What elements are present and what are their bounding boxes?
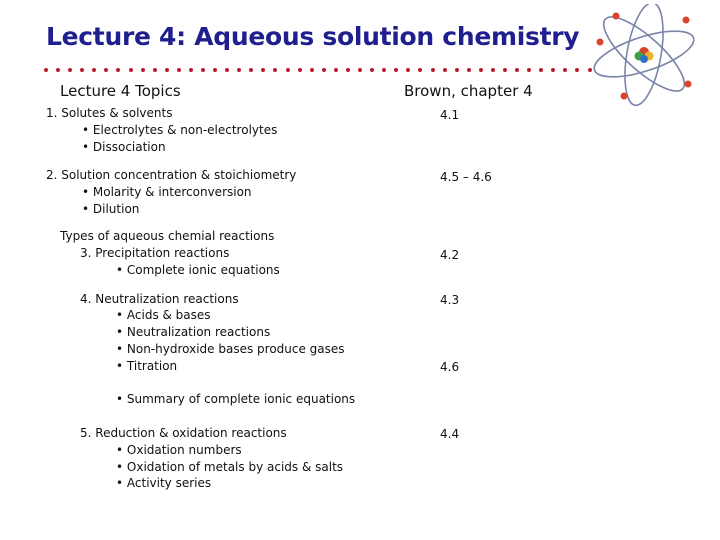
section-ref: 4.3: [440, 293, 460, 307]
divider-dot: [334, 68, 338, 72]
topic-line: • Dilution: [82, 202, 140, 216]
divider-dot: [515, 68, 519, 72]
section-ref: 4.1: [440, 108, 460, 122]
divider-dot: [80, 68, 84, 72]
section-ref: 4.5 – 4.6: [440, 170, 492, 184]
topic-line: • Summary of complete ionic equations: [116, 392, 356, 406]
topic-line: • Electrolytes & non-electrolytes: [82, 123, 278, 137]
divider-dot: [298, 68, 302, 72]
divider-dot: [491, 68, 495, 72]
topic-line: • Activity series: [116, 476, 212, 490]
divider-dot: [527, 68, 531, 72]
topic-line: • Oxidation of metals by acids & salts: [116, 460, 344, 474]
topic-line: • Molarity & interconversion: [82, 185, 252, 199]
topic-line: Types of aqueous chemial reactions: [60, 229, 275, 243]
divider-dot: [539, 68, 543, 72]
divider-dot: [273, 68, 277, 72]
divider-dot: [177, 68, 181, 72]
divider-dot: [104, 68, 108, 72]
divider-dot: [406, 68, 410, 72]
divider-dot: [141, 68, 145, 72]
divider-dot: [68, 68, 72, 72]
topic-line: 1. Solutes & solvents: [46, 106, 173, 120]
topic-line: • Non-hydroxide bases produce gases: [116, 342, 345, 356]
divider-dot: [455, 68, 459, 72]
chapter-header: Brown, chapter 4: [404, 82, 533, 100]
divider-dot: [479, 68, 483, 72]
topic-line: 2. Solution concentration & stoichiometry: [46, 168, 297, 182]
divider-dot: [44, 68, 48, 72]
divider-dot: [551, 68, 555, 72]
divider-dot: [322, 68, 326, 72]
divider-dot: [346, 68, 350, 72]
divider-dot: [370, 68, 374, 72]
section-ref: 4.4: [440, 427, 460, 441]
divider-dot: [503, 68, 507, 72]
topic-line: • Dissociation: [82, 140, 166, 154]
divider-dot: [261, 68, 265, 72]
divider-dot: [249, 68, 253, 72]
divider-dot: [201, 68, 205, 72]
topic-line: 5. Reduction & oxidation reactions: [80, 426, 287, 440]
divider-dot: [418, 68, 422, 72]
topic-line: • Complete ionic equations: [116, 263, 280, 277]
divider-dot: [225, 68, 229, 72]
divider-dot: [153, 68, 157, 72]
topic-line: • Acids & bases: [116, 308, 211, 322]
divider-dot: [237, 68, 241, 72]
section-ref: 4.2: [440, 248, 460, 262]
topic-line: • Oxidation numbers: [116, 443, 242, 457]
divider-dot: [394, 68, 398, 72]
divider-dot: [575, 68, 579, 72]
divider-dot: [431, 68, 435, 72]
topic-line: 4. Neutralization reactions: [80, 292, 239, 306]
topic-line: • Titration: [116, 359, 178, 373]
divider-dot: [116, 68, 120, 72]
divider-dot: [563, 68, 567, 72]
divider-dot: [213, 68, 217, 72]
divider-dot: [165, 68, 169, 72]
divider-dot: [443, 68, 447, 72]
divider-dot: [56, 68, 60, 72]
divider-dot: [467, 68, 471, 72]
divider-dot: [92, 68, 96, 72]
divider-dot: [286, 68, 290, 72]
divider-dot: [310, 68, 314, 72]
page-title: Lecture 4: Aqueous solution chemistry: [46, 22, 580, 51]
topics-header: Lecture 4 Topics: [60, 82, 181, 100]
dotted-divider: [44, 68, 592, 74]
atom-icon: [588, 4, 708, 108]
section-ref: 4.6: [440, 360, 460, 374]
divider-dot: [358, 68, 362, 72]
topic-line: • Neutralization reactions: [116, 325, 271, 339]
topic-line: 3. Precipitation reactions: [80, 246, 230, 260]
divider-dot: [189, 68, 193, 72]
divider-dot: [382, 68, 386, 72]
divider-dot: [129, 68, 133, 72]
